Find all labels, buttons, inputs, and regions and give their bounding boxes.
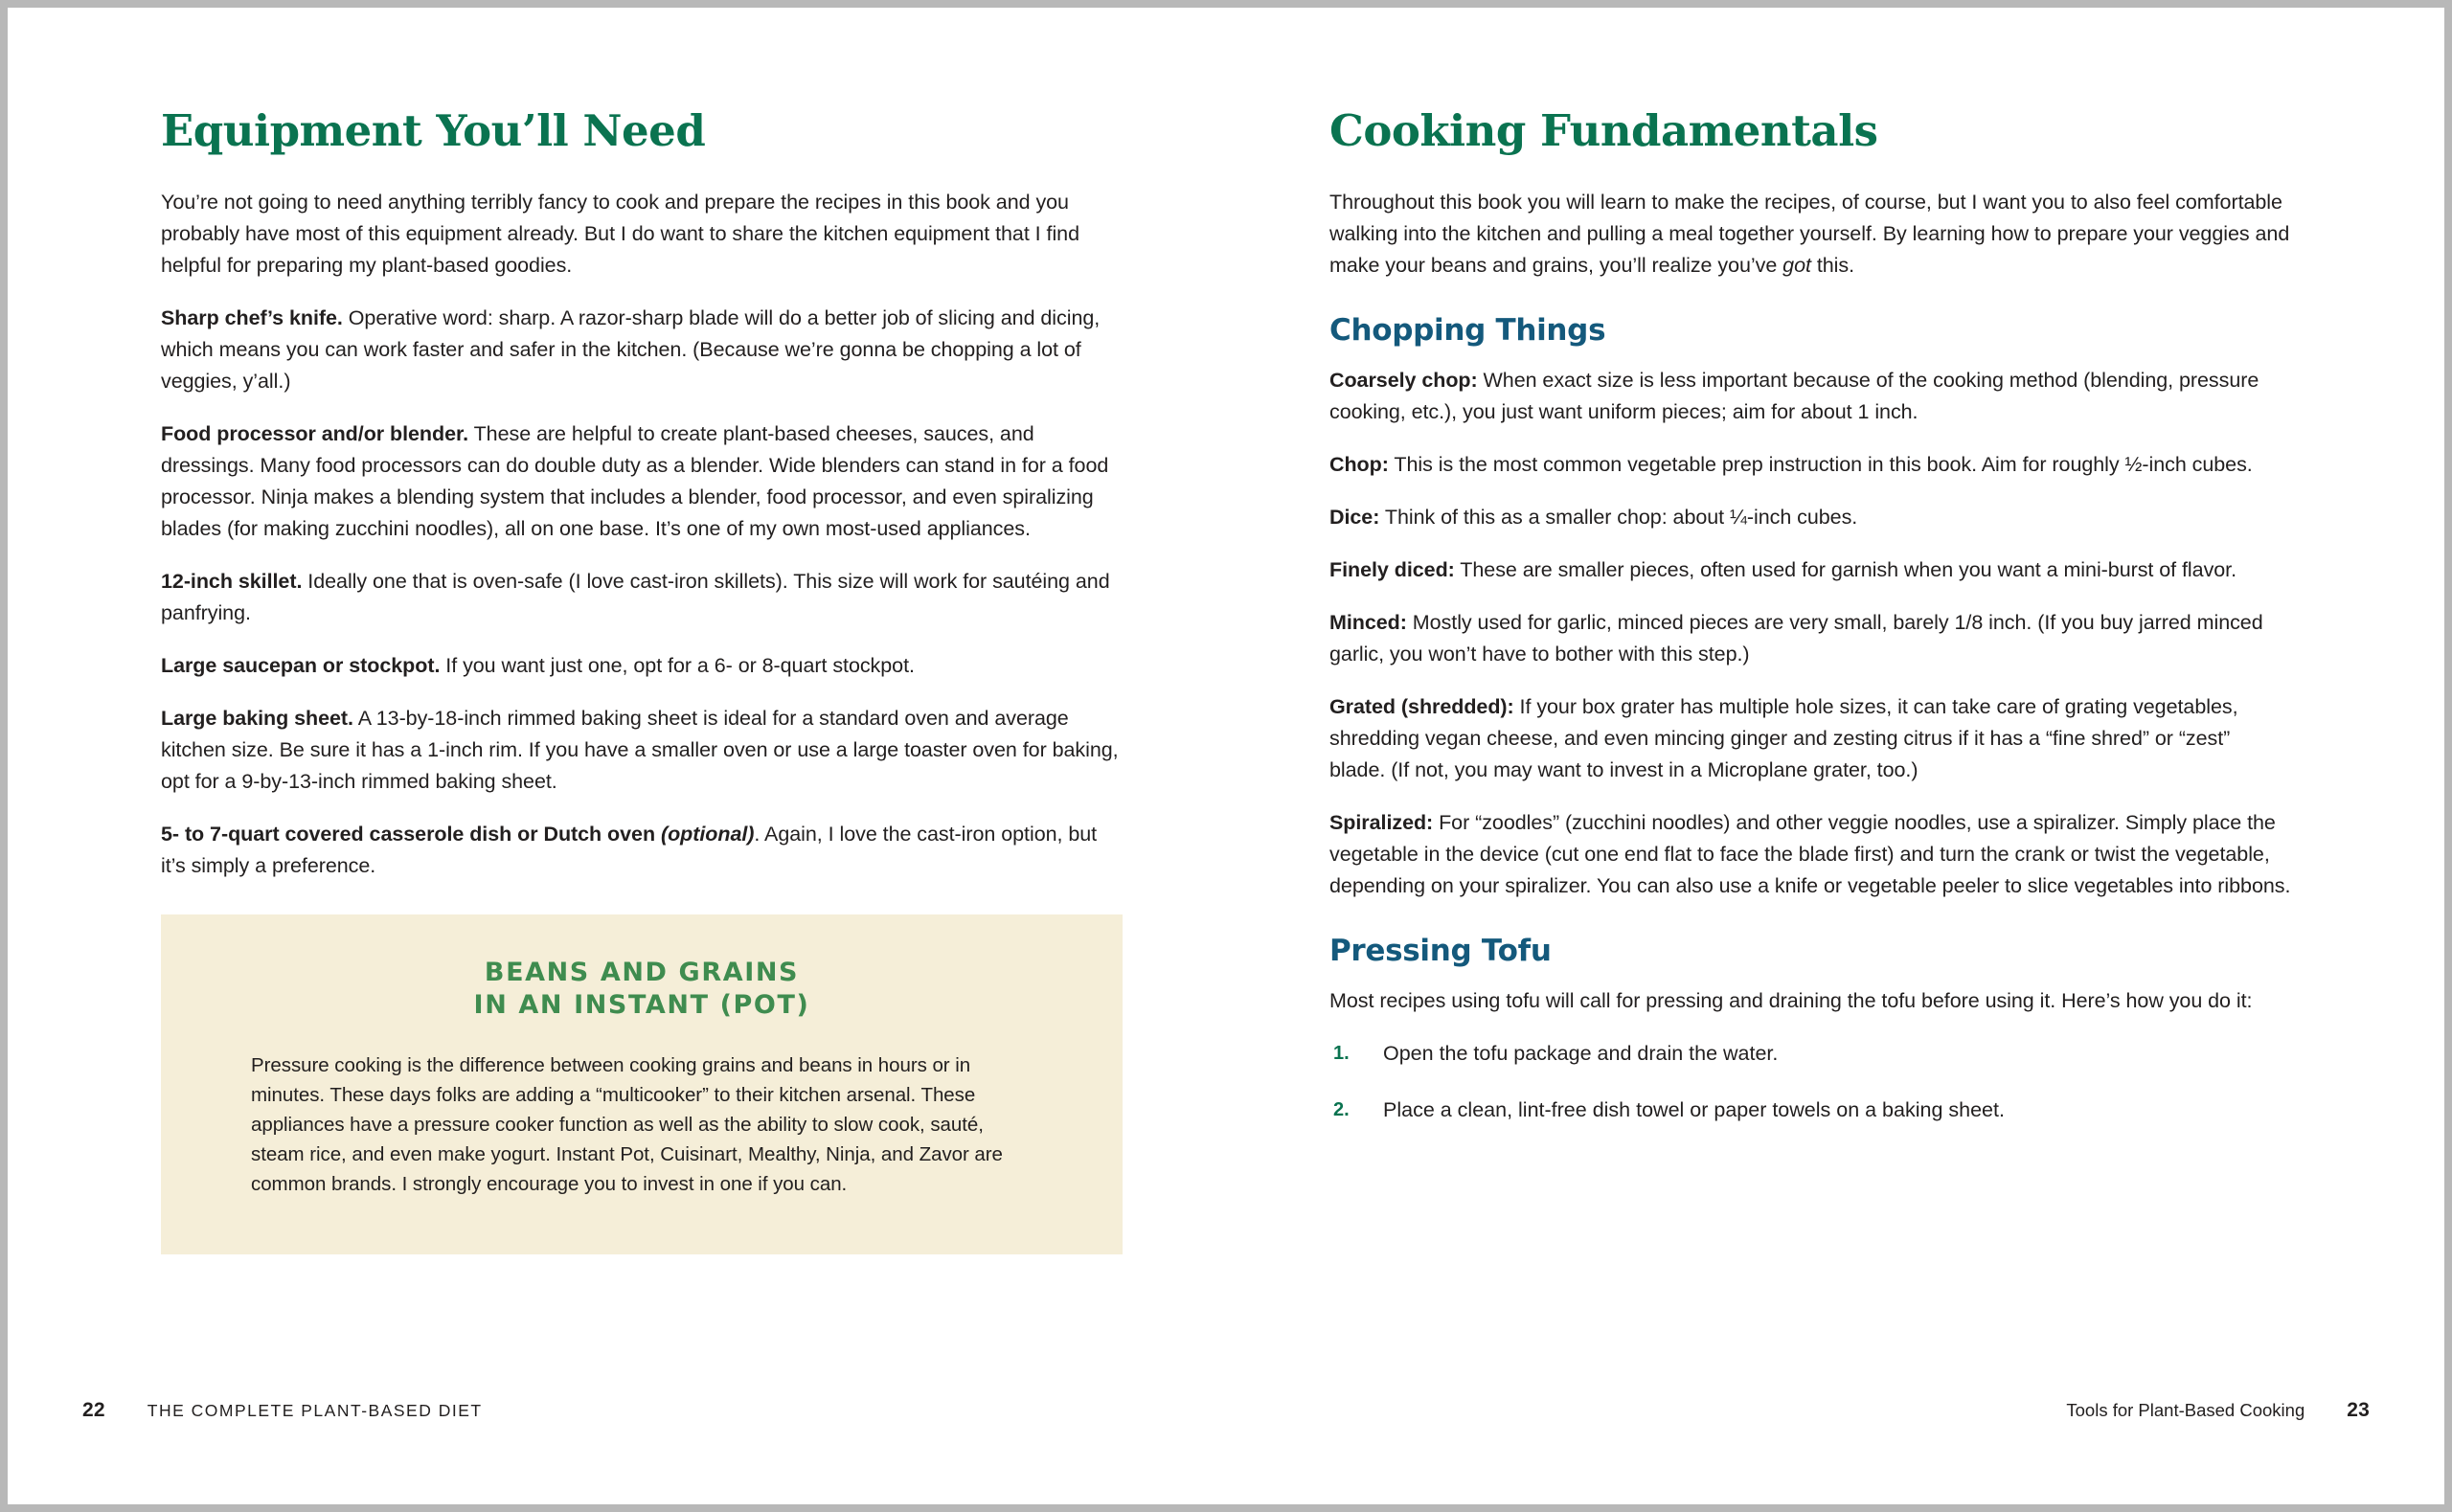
equipment-description: If you want just one, opt for a 6- or 8-quart stockpot. — [440, 654, 915, 678]
chopping-term: Minced: — [1329, 611, 1407, 635]
chopping-description: For “zoodles” (zucchini noodles) and other veggie noodles, use a spiralizer. Simply place the vegetable in the device (cut one end flat to face the blade first) and turn the crank or twist the vegetable, depending on your spiralizer. You can also use a knife or vegetable peeler to slice vegetables into ribbons. — [1329, 811, 2291, 898]
right-page-title: Cooking Fundamentals — [1329, 105, 1878, 156]
equipment-description: Ideally one that is oven-safe (I love cast-iron skillets). This size will work for sautéing and panfrying. — [161, 570, 1110, 625]
equipment-term: 5- to 7-quart covered casserole dish or Dutch oven — [161, 823, 656, 846]
book-page-spread — [8, 8, 2444, 1504]
right-intro-part-1: Throughout this book you will learn to make the recipes, of course, but I want you to also feel comfortable walking into the kitchen and pulling a meal together yourself. By learning how to prepare your veggies and make your beans and grains, you’ll realize you’ve — [1329, 191, 2290, 278]
equipment-term: Food processor and/or blender. — [161, 422, 469, 446]
equipment-item-saucepan — [161, 650, 1123, 682]
equipment-term: 12-inch skillet. — [161, 570, 303, 594]
right-page — [1226, 8, 2444, 1504]
chopping-term: Finely diced: — [1329, 558, 1455, 582]
chopping-description: These are smaller pieces, often used for garnish when you want a mini-burst of flavor. — [1454, 558, 2237, 582]
step-number: 1. — [1333, 1043, 1350, 1065]
chopping-item-spiralized — [1329, 807, 2291, 902]
equipment-description: . Again, I love the cast-iron option, but it’s simply a preference. — [161, 823, 1098, 878]
section-heading-chopping-things: Chopping Things — [1329, 313, 1606, 349]
chopping-term: Spiralized: — [1329, 811, 1434, 835]
right-intro-part-2: this. — [1810, 254, 1855, 278]
chopping-term: Grated (shredded): — [1329, 695, 1514, 719]
equipment-item-skillet — [161, 566, 1123, 629]
chopping-item-dice — [1329, 502, 2291, 533]
right-running-head: Tools for Plant-Based Cooking — [2066, 1400, 2305, 1420]
pressing-tofu-steps — [1329, 1038, 2291, 1126]
chopping-item-finely-diced — [1329, 554, 2291, 586]
equipment-item-casserole — [161, 819, 1123, 882]
equipment-description: These are helpful to create plant-based cheeses, sauces, and dressings. Many food processors can do double duty as a blender. Wide blenders can stand in for a food processor. Ninja makes a blending system that includes a blender, food processor, and even spiralizing blades (for making zucchini noodles), all on one base. It’s one of my own most-used appliances. — [161, 422, 1109, 541]
list-item — [1329, 1038, 2291, 1070]
equipment-term: Large saucepan or stockpot. — [161, 654, 441, 678]
callout-title-line-1: BEANS AND GRAINS — [484, 958, 800, 988]
chopping-item-coarsely-chop — [1329, 365, 2291, 428]
right-intro-paragraph — [1329, 187, 2291, 282]
callout-body: Pressure cooking is the difference between cooking grains and beans in hours or in minutes. These days folks are adding a “multicooker” to their kitchen arsenal. These appliances have a pressure cooker function as well as the ability to slow cook, sauté, steam rice, and even make yogurt. Instant Pot, Cuisinart, Mealthy, Ninja, and Zavor are common brands. I strongly encourage you to invest in one if you can. — [251, 1054, 1003, 1196]
spread-container — [8, 8, 2444, 1504]
pressing-tofu-intro: Most recipes using tofu will call for pressing and draining the tofu before using it. Here’s how you do it: — [1329, 989, 2253, 1013]
chopping-description: If your box grater has multiple hole sizes, it can take care of grating vegetables, shredding vegan cheese, and even mincing ginger and zesting citrus if it has a “fine shred” or “zest” blade. (If not, you may want to invest in a Microplane grater, too.) — [1329, 695, 2238, 782]
equipment-description: Operative word: sharp. A razor-sharp blade will do a better job of slicing and dicing, which means you can work faster and safer in the kitchen. (Because we’re gonna be chopping a lot of veggies, y’all.) — [161, 306, 1101, 394]
right-intro-emphasis: got — [1782, 254, 1811, 278]
chopping-item-chop — [1329, 449, 2291, 481]
callout-title-line-2: IN AN INSTANT (POT) — [473, 990, 810, 1021]
equipment-item-food-processor — [161, 418, 1123, 545]
left-page-footer — [82, 1399, 483, 1422]
list-item — [1329, 1095, 2291, 1126]
chopping-description: This is the most common vegetable prep instruction in this book. Aim for roughly ½-inch cubes. — [1388, 453, 2253, 477]
equipment-item-baking-sheet — [161, 703, 1123, 798]
equipment-description: A 13-by-18-inch rimmed baking sheet is ideal for a standard oven and average kitchen size. Be sure it has a 1-inch rim. If you have a smaller oven or use a large toaster oven for baking, opt for a 9-by-13-inch rimmed baking sheet. — [161, 707, 1119, 794]
left-page — [8, 8, 1226, 1504]
step-number: 2. — [1333, 1099, 1350, 1121]
equipment-term: Sharp chef’s knife. — [161, 306, 343, 330]
section-heading-pressing-tofu: Pressing Tofu — [1329, 934, 1552, 969]
step-text: Place a clean, lint-free dish towel or paper towels on a baking sheet. — [1383, 1098, 2005, 1122]
left-page-title: Equipment You’ll Need — [161, 105, 706, 156]
equipment-item-knife — [161, 303, 1123, 397]
chopping-term: Dice: — [1329, 506, 1380, 530]
chopping-item-grated — [1329, 691, 2291, 786]
chopping-item-minced — [1329, 607, 2291, 670]
step-text: Open the tofu package and drain the water. — [1383, 1042, 1779, 1066]
right-page-number: 23 — [2347, 1399, 2370, 1421]
right-page-footer — [2066, 1399, 2370, 1422]
chopping-term: Chop: — [1329, 453, 1389, 477]
left-page-number: 22 — [82, 1399, 105, 1421]
left-running-head: THE COMPLETE PLANT-BASED DIET — [147, 1401, 483, 1420]
callout-title — [209, 957, 1075, 1022]
chopping-description: Think of this as a smaller chop: about ¼-inch cubes. — [1379, 506, 1858, 530]
callout-box — [161, 914, 1123, 1254]
left-intro-paragraph: You’re not going to need anything terribly fancy to cook and prepare the recipes in this book and you probably have most of this equipment already. But I do want to share the kitchen equipment that I find helpful for preparing my plant-based goodies. — [161, 191, 1079, 278]
equipment-term-optional: (optional) — [660, 823, 755, 846]
chopping-term: Coarsely chop: — [1329, 369, 1478, 393]
equipment-term: Large baking sheet. — [161, 707, 353, 731]
chopping-description: When exact size is less important because of the cooking method (blending, pressure cooking, etc.), you just want uniform pieces; aim for about 1 inch. — [1329, 369, 2259, 424]
chopping-description: Mostly used for garlic, minced pieces are very small, barely 1/8 inch. (If you buy jarred minced garlic, you won’t have to bother with this step.) — [1329, 611, 2263, 666]
